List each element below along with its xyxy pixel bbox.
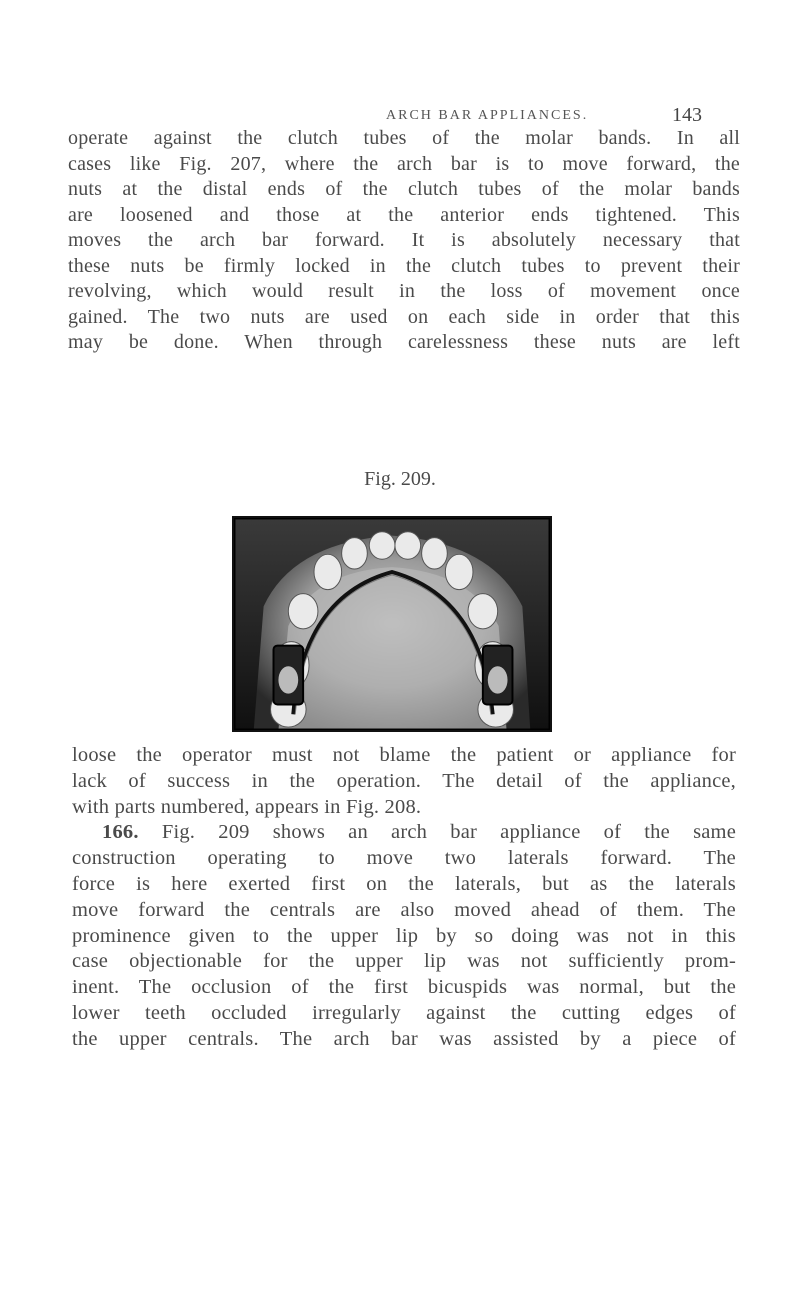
- running-title: ARCH BAR APPLIANCES.: [386, 108, 589, 123]
- text-line: with parts numbered, appears in Fig. 208.: [72, 795, 422, 818]
- paragraph-1: [68, 126, 740, 356]
- text-line: the upper centrals. The arch bar was assisted by a piece of: [72, 1027, 736, 1050]
- text-line: inent. The occlusion of the first bicuspids was normal, but the: [72, 976, 736, 999]
- section-lead-text: Fig. 209 shows an arch bar appliance of the same: [161, 821, 736, 844]
- paragraph-2: [72, 743, 736, 1053]
- text-line: cases like Fig. 207, where the arch bar is to move forward, the: [68, 152, 740, 175]
- dental-cast-image: [234, 518, 550, 730]
- text-line: revolving, which would result in the loss of movement once: [68, 280, 740, 302]
- text-line: moves the arch bar forward. It is absolutely necessary that: [68, 229, 740, 251]
- section-number: 166.: [102, 821, 139, 844]
- text-line: gained. The two nuts are used on each side in order that this: [68, 305, 740, 328]
- text-line: move forward the centrals are also moved ahead of them. The: [72, 898, 736, 921]
- text-line: force is here exerted first on the laterals, but as the laterals: [72, 872, 736, 895]
- text-line: may be done. When through carelessness these nuts are left: [68, 331, 740, 353]
- text-line: construction operating to move two laterals forward. The: [72, 847, 736, 870]
- text-line: these nuts be firmly locked in the clutch tubes to prevent their: [68, 254, 740, 277]
- text-line: case objectionable for the upper lip was not sufficiently prom-: [72, 950, 736, 973]
- text-line: operate against the clutch tubes of the molar bands. In all: [68, 127, 740, 149]
- figure-caption: Fig. 209.: [364, 468, 436, 490]
- page-number: 143: [672, 104, 702, 126]
- figure-209-photo: [232, 516, 552, 732]
- text-line: are loosened and those at the anterior ends tightened. This: [68, 203, 740, 226]
- text-line: prominence given to the upper lip by so doing was not in this: [72, 924, 736, 947]
- text-line: lack of success in the operation. The detail of the appliance,: [72, 769, 736, 792]
- text-line: lower teeth occluded irregularly against the cutting edges of: [72, 1001, 736, 1024]
- text-line: loose the operator must not blame the patient or appliance for: [72, 744, 736, 766]
- section-first-line: [72, 820, 736, 846]
- text-line: nuts at the distal ends of the clutch tubes of the molar bands: [68, 178, 740, 200]
